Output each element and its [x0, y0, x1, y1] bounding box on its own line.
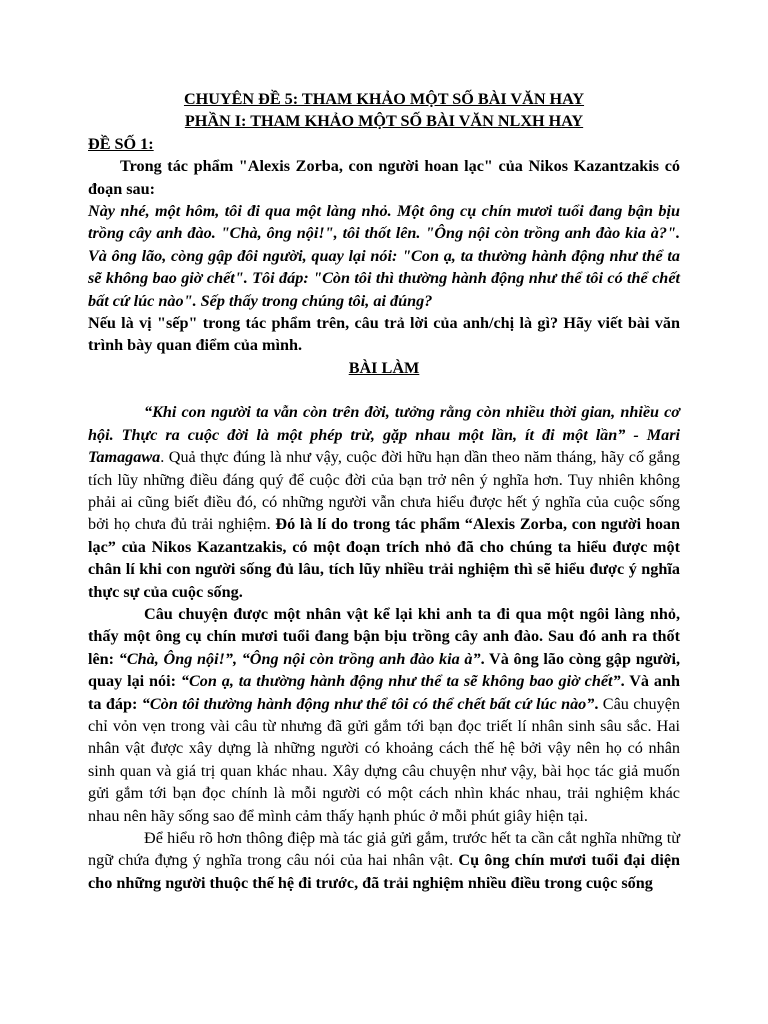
paragraph-2-quote-3: “Còn tôi thường hành động như thể tôi có thể chết bất cứ lúc nào” — [141, 694, 595, 713]
spacer — [88, 379, 680, 401]
paragraph-1-body: . Quả thực đúng là như vậy, cuộc đời hữu hạn dần theo năm tháng, hãy cố gắng tích lũy những điều đáng quý để cuộc đời của bạn trở nên ý nghĩa hơn. Tuy nhiên không phải ai cũng biết điều đó, có những người vẫn chưa hiểu được hết ý nghĩa của cuộc sống bởi họ chưa đủ trải nghiệm. — [88, 448, 680, 534]
document-title-line-1: CHUYÊN ĐỀ 5: THAM KHẢO MỘT SỐ BÀI VĂN HAY — [183, 90, 585, 108]
paragraph-2-body: Câu chuyện chỉ vỏn vẹn trong vài câu từ nhưng đã gửi gắm tới bạn đọc triết lí nhân sinh sâu sắc. Hai nhân vật được xây dựng là những người có khoảng cách thế hệ bởi vậy nên họ có nhân sinh quan và giá trị quan khác nhau. Xây dựng câu chuyện như vậy, bài học tác giả muốn gửi gắm tới bạn đọc chính là mỗi người có một cách nhìn khác nhau, trải nghiệm khác nhau nên hãy sống sao để mình cảm thấy hạnh phúc ở mỗi phút giây hiện tại. — [88, 694, 681, 825]
essay-paragraph-2 — [88, 603, 680, 827]
prompt-question: Nếu là vị "sếp" trong tác phẩm trên, câu trả lời của anh/chị là gì? Hãy viết bài văn trình bày quan điểm của mình. — [88, 314, 680, 355]
document-page — [88, 88, 680, 894]
paragraph-2-bold-1: Câu chuyện được một nhân vật kể lại khi anh ta đi qua một ngôi làng nhỏ, thấy một ông cụ chín mươi tuổi đang bận bịu trồng cây anh đào. Sau đó anh ra thốt lên: — [88, 604, 680, 668]
exercise-heading: ĐỀ SỐ 1: — [88, 134, 154, 153]
paragraph-2-bold-2: . Và ông lão còng gập người, quay lại nói: — [88, 649, 681, 691]
paragraph-3-body: Để hiểu rõ hơn thông điệp mà tác giả gửi gắm, trước hết ta cần cắt nghĩa những từ ngữ chứa đựng ý nghĩa trong câu nói của hai nhân vật. — [88, 829, 680, 870]
paragraph-2-quote-2: “Con ạ, ta thường hành động như thể ta sẽ không bao giờ chết” — [180, 672, 621, 691]
essay-paragraph-3 — [88, 827, 680, 894]
paragraph-2-bold-3: . Và anh ta đáp: — [88, 672, 680, 713]
essay-paragraph-1 — [88, 401, 680, 603]
essay-heading: BÀI LÀM — [348, 358, 420, 377]
opening-quote: “Khi con người ta vẫn còn trên đời, tưởng rằng còn nhiều thời gian, nhiều cơ hội. Thực ra cuộc đời là một phép trừ, gặp nhau một lần, ít đi một lần” - Mari Tamagawa — [88, 403, 680, 467]
paragraph-3-bold: Cụ ông chín mươi tuổi đại diện cho những người thuộc thế hệ đi trước, đã trải nghiệm nhiều điều trong cuộc sống — [88, 851, 681, 892]
paragraph-1-bold: Đó là lí do trong tác phẩm “Alexis Zorba, con người hoan lạc” của Nikos Kazantzakis, có một đoạn trích nhỏ đã cho chúng ta hiểu được một chân lí khi con người sống đủ lâu, tích lũy nhiều trải nghiệm thì sẽ hiểu được ý nghĩa thực sự của cuộc sống. — [88, 515, 681, 601]
prompt-intro: Trong tác phẩm "Alexis Zorba, con người hoan lạc" của Nikos Kazantzakis có đoạn sau: — [88, 157, 680, 198]
document-title-line-2: PHẦN I: THAM KHẢO MỘT SỐ BÀI VĂN NLXH HAY — [184, 112, 584, 131]
paragraph-2-bold-4: . — [594, 694, 599, 713]
paragraph-2-quote-1: “Chà, Ông nội!”, “Ông nội còn trồng anh đào kia à” — [118, 649, 481, 668]
prompt-quote: Này nhé, một hôm, tôi đi qua một làng nhỏ. Một ông cụ chín mươi tuổi đang bận bịu trồng cây anh đào. "Chà, ông nội!", tôi thốt lên. "Ông nội còn trồng anh đào kia à?". Và ông lão, còng gập đôi người, quay lại nói: "Con ạ, ta thường hành động như thể ta sẽ không bao giờ chết". Tôi đáp: "Còn tôi thì thường hành động như thể tôi có thể chết bất cứ lúc nào". Sếp thấy trong chúng tôi, ai đúng? — [88, 202, 680, 310]
